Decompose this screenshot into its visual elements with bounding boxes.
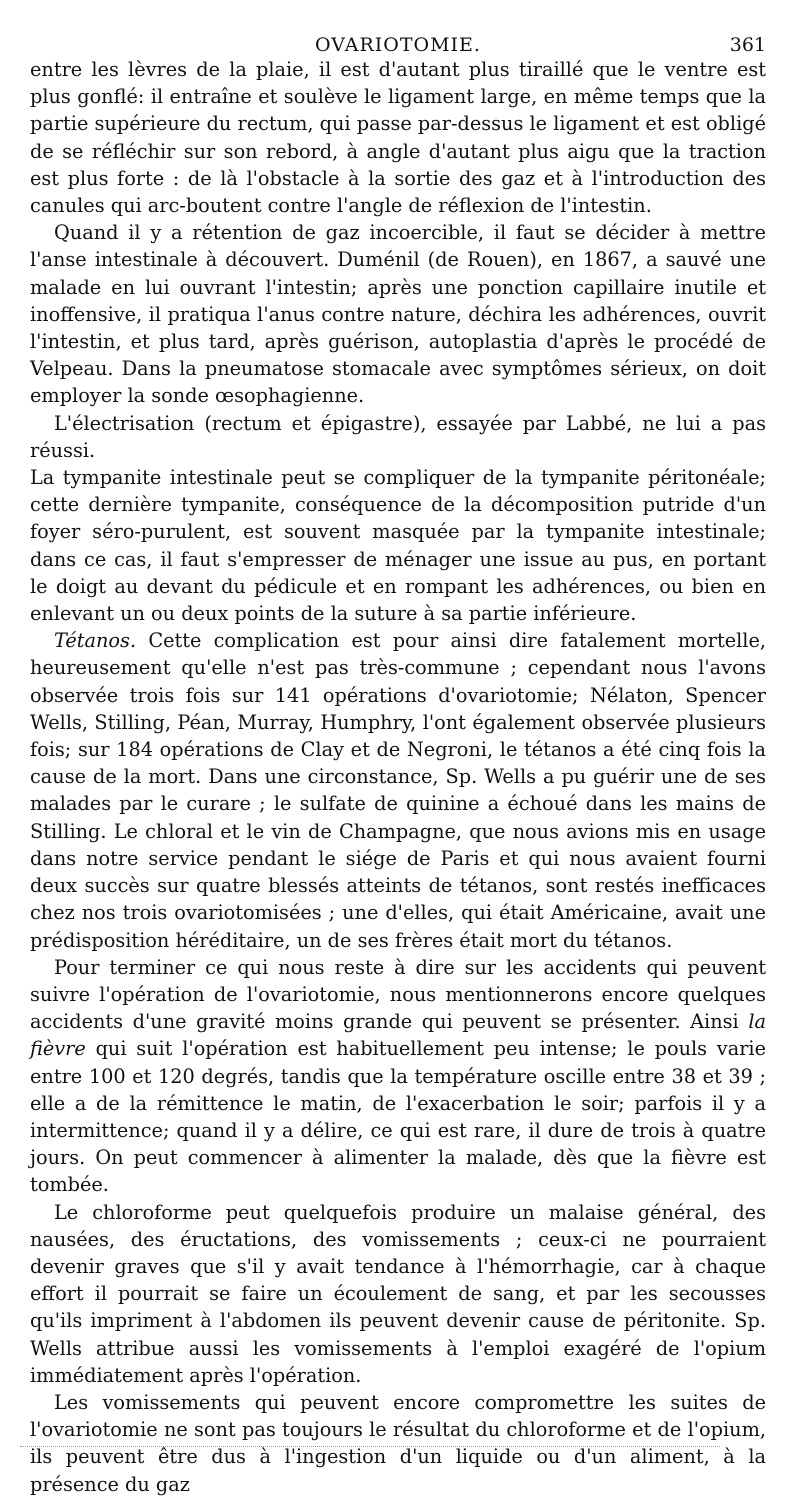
paragraph-8: Les vomissements qui peuvent encore compromettre les suites de l'ovariotomie ne sont pas toujours le résultat du chloroforme et de l'opium, ils peuvent être dus à l'ingestion d'un liquide ou d'un aliment, à la présence du gaz [30, 1390, 766, 1496]
paragraph-6-text-before: Pour terminer ce qui nous reste à dire sur les accidents qui peuvent suivre l'opération de l'ovariotomie, nous mentionnerons encore quelques accidents d'une gravité moins grande qui peuvent se présenter. Ainsi [30, 955, 766, 1034]
section-lead-tetanos: Tétanos. [54, 629, 137, 653]
paragraph-4: La tympanite intestinale peut se compliquer de la tympanite péritonéale; cette dernière tympanite, conséquence de la décomposition putride d'un foyer séro-purulent, est souvent masquée par la tympanite intestinale; dans ce cas, il faut s'empresser de ménager une issue au pus, en portant le doigt au devant du pédicule et en rompant les adhérences, ou bien en enlevant un ou deux points de la suture à sa partie inférieure. [30, 466, 766, 626]
paragraph-7: Le chloroforme peut quelquefois produire un malaise général, des nausées, des éructations, des vomissements ; ceux-ci ne pourraient devenir graves que s'il y avait tendance à l'hémorrhagie, car à chaque effort il pourrait se faire un écoulement de sang, et par les secousses qu'ils impriment à l'abdomen ils peuvent devenir cause de péritonite. Sp. Wells attribue aussi les vomissements à l'emploi exagéré de l'opium immédiatement après l'opération. [30, 1200, 766, 1387]
paragraph-5 [30, 627, 766, 953]
book-page [30, 0, 766, 1496]
paragraph-3: L'électrisation (rectum et épigastre), essayée par Labbé, ne lui a pas réussi. [30, 411, 766, 462]
paragraph-2: Quand il y a rétention de gaz incoercible, il faut se décider à mettre l'anse intestinale à découvert. Duménil (de Rouen), en 1867, a sauvé une malade en lui ouvrant l'intestin; après une ponction capillaire inutile et inoffensive, il pratiqua l'anus contre nature, déchira les adhérences, ouvrit l'intestin, et plus tard, après guérison, autoplastia d'après le procédé de Velpeau. Dans la pneumatose stomacale avec symptômes sérieux, on doit employer la sonde œsophagienne. [30, 221, 766, 408]
paragraph-6-italic: la fièvre [30, 1010, 766, 1061]
footer-dotted-rule [20, 1446, 720, 1447]
running-head [30, 0, 766, 56]
paragraph-6-text-after: qui suit l'opération est habituellement peu intense; le pouls varie entre 100 et 120 degrés, tandis que la température oscille entre 38 et 39 ; elle a de la rémittence le matin, de l'exacerbation le soir; parfois il y a intermittence; quand il y a délire, ce qui est rare, il dure de trois à quatre jours. On peut commencer à alimenter la malade, dès que la fièvre est tombée. [30, 1037, 766, 1197]
paragraph-6 [30, 954, 766, 1199]
body-text [30, 56, 766, 1498]
page-number: 361 [729, 34, 766, 56]
paragraph-5-text: Cette complication est pour ainsi dire fatalement mortelle, heureusement qu'elle n'est pas très-commune ; cependant nous l'avons observée trois fois sur 141 opérations d'ovariotomie; Nélaton, Spencer Wells, Stilling, Péan, Murray, Humphry, l'ont également observée plusieurs fois; sur 184 opérations de Clay et de Negroni, le tétanos a été cinq fois la cause de la mort. Dans une circonstance, Sp. Wells a pu guérir une de ses malades par le curare ; le sulfate de quinine a échoué dans les mains de Stilling. Le chloral et le vin de Champagne, que nous avions mis en usage dans notre service pendant le siége de Paris et qui nous avaient fourni deux succès sur quatre blessés atteints de tétanos, sont restés inefficaces chez nos trois ovariotomisées ; une d'elles, qui était Américaine, avait une prédisposition héréditaire, un de ses frères était mort du tétanos. [30, 629, 766, 952]
paragraph-1: entre les lèvres de la plaie, il est d'autant plus tiraillé que le ventre est plus gonflé: il entraîne et soulève le ligament large, en même temps que la partie supérieure du rectum, qui passe par-dessus le ligament et est obligé de se réfléchir sur son rebord, à angle d'autant plus aigu que la traction est plus forte : de là l'obstacle à la sortie des gaz et à l'introduction des canules qui arc-boutent contre l'angle de réflexion de l'intestin. [30, 58, 766, 218]
running-title: OVARIOTOMIE. [315, 34, 481, 56]
